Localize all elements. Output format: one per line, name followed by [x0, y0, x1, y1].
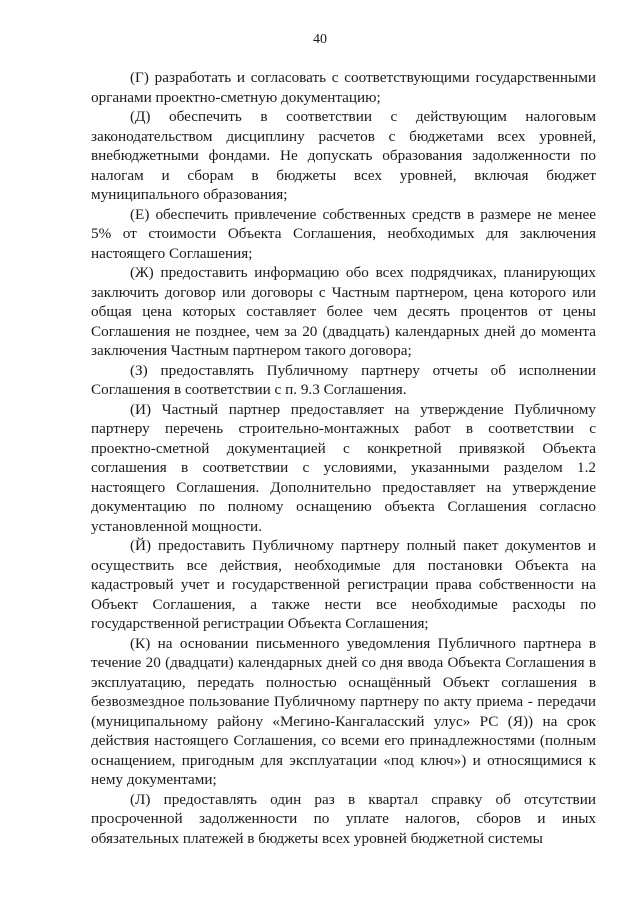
paragraph-e: (Е) обеспечить привлечение собственных средств в размере не менее 5% от стоимости Объекта Соглашения, необходимых для заключения настоящего Соглашения; [91, 205, 596, 262]
page-number: 40 [313, 32, 327, 47]
paragraph-l: (Л) предоставлять один раз в квартал справку об отсутствии просроченной задолженности по уплате налогов, сборов и иных обязательных платежей в бюджеты всех уровней бюджетной системы [91, 790, 596, 847]
paragraph-z: (З) предоставлять Публичному партнеру отчеты об исполнении Соглашения в соответствии с п. 9.3 Соглашения. [91, 361, 596, 398]
paragraph-g: (Г) разработать и согласовать с соответствующими государственными органами проектно-сметную документацию; [91, 69, 596, 106]
paragraph-d: (Д) обеспечить в соответствии с действующим налоговым законодательством дисциплину расчетов с бюджетами всех уровней, внебюджетными фондами. Не допускать образования задолженности по налогам и сборам в бюджеты всех уровней, включая бюджет муниципального образования; [91, 108, 596, 203]
document-body [91, 68, 596, 848]
paragraph-k: (К) на основании письменного уведомления Публичного партнера в течение 20 (двадцати) календарных дней со дня ввода Объекта Соглашения в эксплуатацию, передать полностью оснащённый Объект соглашения в безвозмездное пользование Публичному партнеру по акту приема - передачи (муниципальному району «Мегино-Кангаласский улус» РС (Я)) на срок действия настоящего Соглашения, со всеми его принадлежностями (полным оснащением, пригодным для эксплуатации «под ключ») и относящимися к нему документами; [91, 634, 596, 788]
paragraph-i: (И) Частный партнер предоставляет на утверждение Публичному партнеру перечень строительно-монтажных работ в соответствии с проектно-сметной документацией с конкретной привязкой Объекта соглашения в соответствии с условиями, указанными разделом 1.2 настоящего Соглашения. Дополнительно предоставляет на утверждение документацию по полному оснащению объекта Соглашения согласно установленной мощности. [91, 400, 596, 535]
paragraph-y: (Й) предоставить Публичному партнеру полный пакет документов и осуществить все действия, необходимые для постановки Объекта на кадастровый учет и государственной регистрации права собственности на Объект Соглашения, а также нести все необходимые расходы по государственной регистрации Объекта Соглашения; [91, 537, 596, 632]
paragraph-zh: (Ж) предоставить информацию обо всех подрядчиках, планирующих заключить договор или договоры с Частным партнером, цена которого или общая цена которых составляет более чем десять процентов от цены Соглашения не позднее, чем за 20 (двадцать) календарных дней до момента заключения Частным партнером такого договора; [91, 264, 596, 359]
